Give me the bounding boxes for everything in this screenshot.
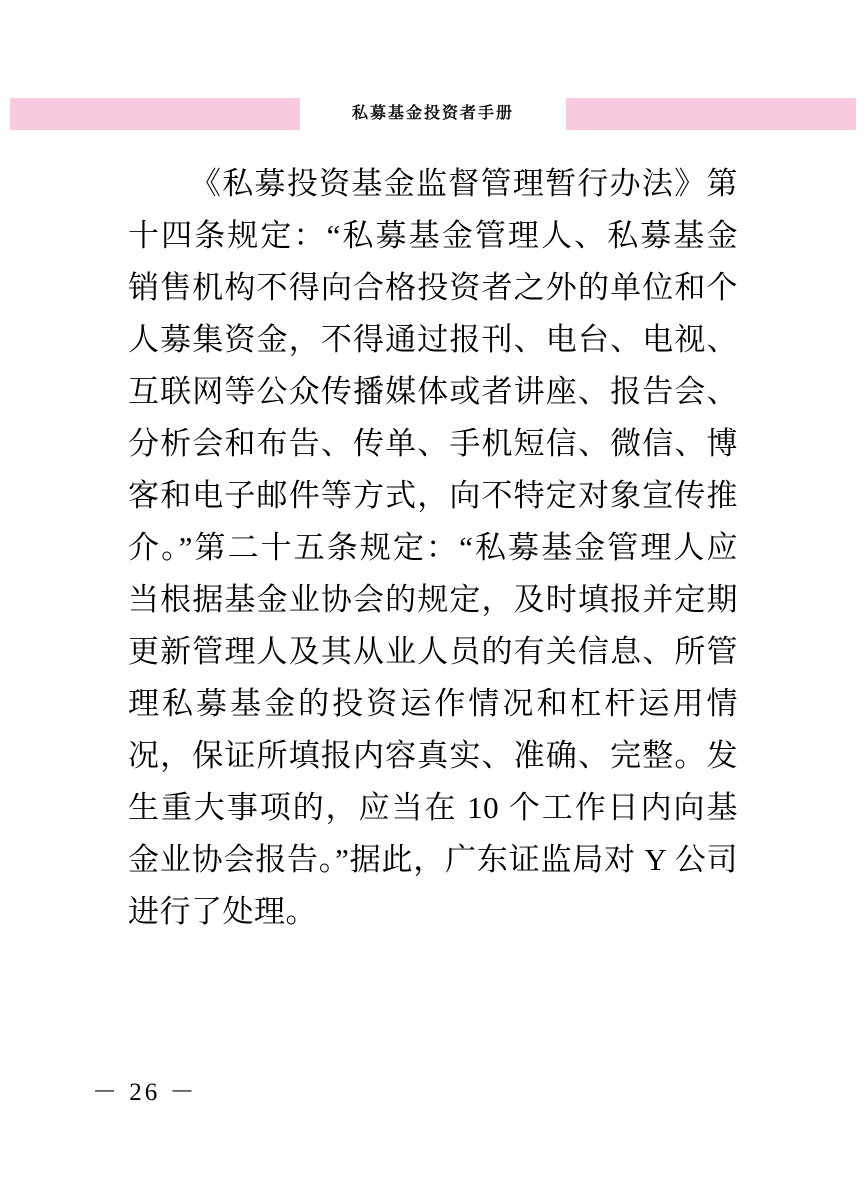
- page-number: － 26 －: [92, 1079, 198, 1106]
- running-header: [0, 98, 866, 130]
- header-title: 私募基金投资者手册: [351, 105, 514, 122]
- page-content: [128, 158, 738, 938]
- body-paragraph: 《私募投资基金监督管理暂行办法》第十四条规定：“私募基金管理人、私募基金销售机构不得向合格投资者之外的单位和个人募集资金，不得通过报刊、电台、电视、互联网等公众传播媒体或者讲座、报告会、分析会和布告、传单、手机短信、微信、博客和电子邮件等方式，向不特定对象宣传推介。”第二十五条规定：“私募基金管理人应当根据基金业协会的规定，及时填报并定期更新管理人及其从业人员的有关信息、所管理私募基金的投资运作情况和杠杆运用情况，保证所填报内容真实、准确、完整。发生重大事项的，应当在 10 个工作日内向基金业协会报告。”据此，广东证监局对 Y 公司进行了处理。: [128, 166, 738, 929]
- page-footer: [92, 1072, 292, 1112]
